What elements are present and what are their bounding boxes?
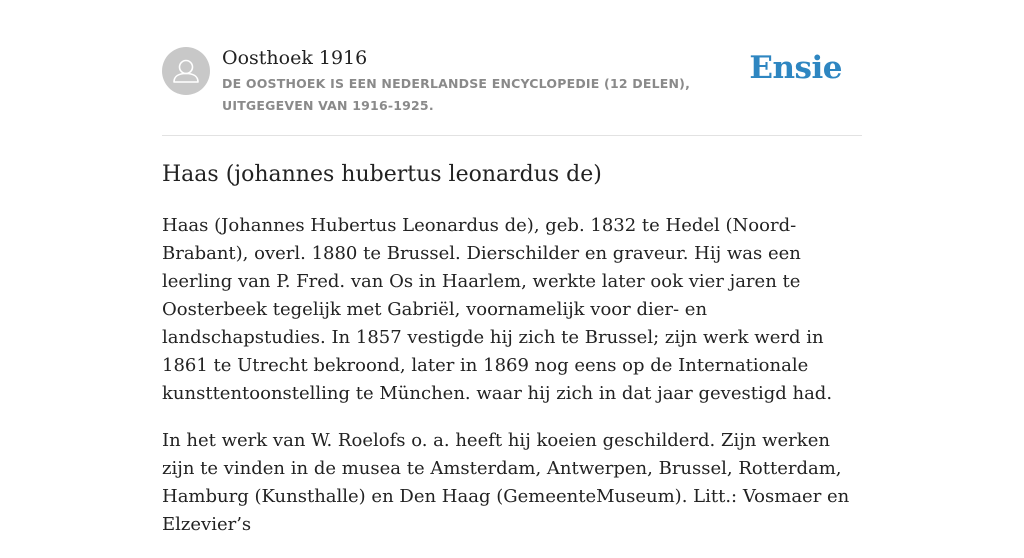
article-paragraph: Haas (Johannes Hubertus Leonardus de), geb. 1832 te Hedel (Noord-Brabant), overl. 1880 te Brussel. Dierschilder en graveur. Hij was een leerling van P. Fred. van Os in Haarlem, werkte later ook vier jaren te Oosterbeek tegelijk met Gabriël, voornamelijk voor dier- en landschapstudies. In 1857 vestigde hij zich te Brussel; zijn werk werd in 1861 te Utrecht bekroond, later in 1869 nog eens op de Internationale kunsttentoonstelling te München. waar hij zich in dat jaar gevestigd had. bbox=[162, 215, 833, 404]
source-description: DE OOSTHOEK IS EEN NEDERLANDSE ENCYCLOPEDIE (12 DELEN), UITGEGEVEN VAN 1916-1925. bbox=[222, 76, 691, 113]
article-title: Haas (johannes hubertus leonardus de) bbox=[162, 162, 602, 187]
user-silhouette-icon[interactable] bbox=[162, 47, 210, 95]
header-divider bbox=[162, 135, 862, 136]
source-title[interactable]: Oosthoek 1916 bbox=[222, 47, 368, 69]
brand-logo[interactable]: Ensie bbox=[749, 50, 842, 86]
article-body bbox=[162, 212, 862, 558]
source-header bbox=[162, 46, 862, 116]
article-paragraph: In het werk van W. Roelofs o. a. heeft hij koeien geschilderd. Zijn werken zijn te vinden in de musea te Amsterdam, Antwerpen, Brussel, Rotterdam, Hamburg (Kunsthalle) en Den Haag (GemeenteMuseum). Litt.: Vosmaer en Elzevier’s bbox=[162, 430, 850, 535]
